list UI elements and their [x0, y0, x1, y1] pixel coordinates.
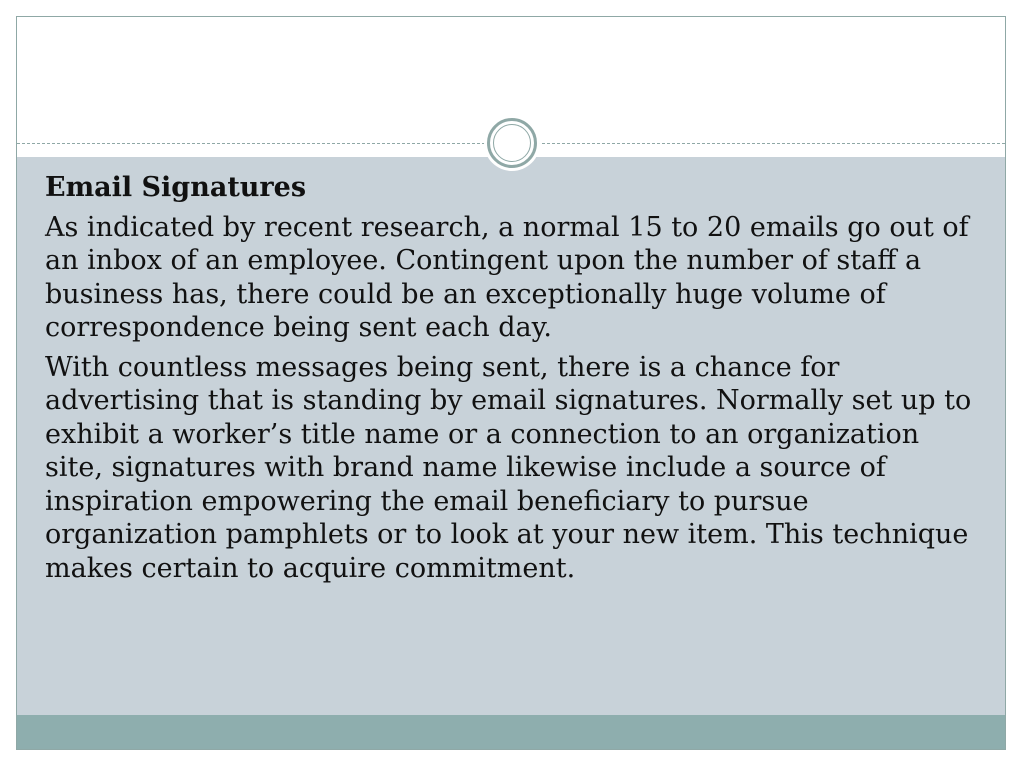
footer-bar [17, 715, 1005, 749]
paragraph-1: As indicated by recent research, a normal 15 to 20 emails go out of an inbox of an employee. Contingent upon the number of staff a business has, there could be an exceptionally huge volume of correspondence being sent each day. [45, 211, 969, 343]
paragraph-2: With countless messages being sent, there is a chance for advertising that is standing by email signatures. Normally set up to exhibit a worker’s title name or a connection to an organization site, signatures with brand name likewise include a source of inspiration empowering the email beneficiary to pursue organization pamphlets or to look at your new item. This technique makes certain to acquire commitment. [45, 351, 972, 584]
slide-heading: Email Signatures [45, 172, 307, 203]
slide-body [45, 171, 985, 591]
slide [16, 16, 1006, 750]
ornament-ring [487, 118, 537, 168]
circle-ornament-icon [484, 115, 540, 171]
ornament-inner-circle [493, 124, 531, 162]
